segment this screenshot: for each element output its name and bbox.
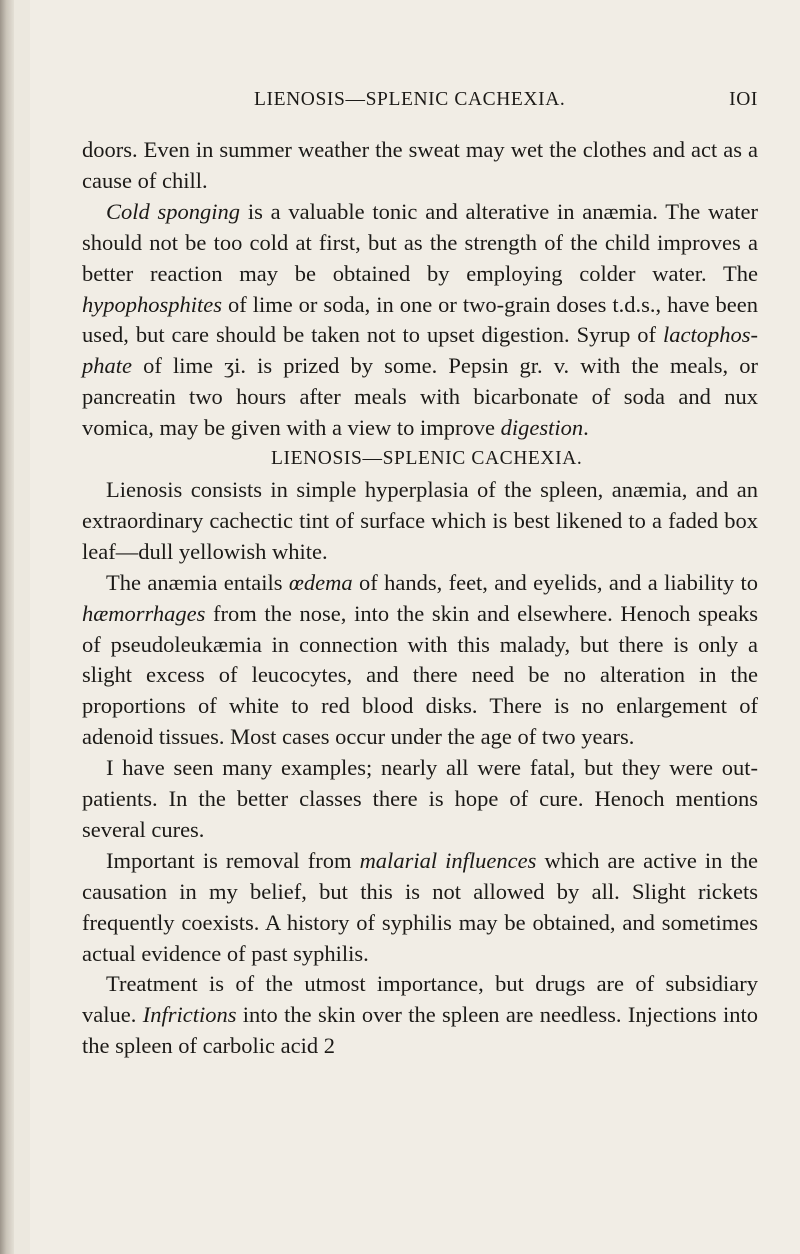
text-run: The anæmia entails: [106, 569, 289, 595]
text-run: from the nose, into the skin and elsewhere. Henoch speaks of pseudoleukæmia in connection with this malady, but there is only a slight excess of leucocytes, and there need be no alteration in the proportions of white to red blood disks. There is no enlargement of adenoid tissues. Most cases occur under the age of two years.: [82, 600, 758, 750]
running-title: LIENOSIS—SPLENIC CACHEXIA.: [254, 89, 566, 110]
emphasis-term: Cold sponging: [106, 198, 241, 224]
text-run: is a valuable tonic and alterative in anæmia. The water should not be too cold at first, but as the strength of the child improves a better reaction may be obtained by employing colder water. The: [82, 198, 758, 286]
text-run: Lienosis consists in simple hyperplasia of the spleen, anæmia, and an extraordinary cachectic tint of surface which is best likened to a faded box leaf—dull yellowish white.: [82, 476, 758, 564]
paragraph-definition: [82, 475, 758, 568]
text-run: I have seen many examples; nearly all were fatal, but they were out-patients. In the better classes there is hope of cure. Henoch mentions several cures.: [82, 755, 758, 842]
book-binding-shadow: [0, 0, 14, 1254]
emphasis-term: malarial influences: [359, 847, 537, 873]
page-number: IOI: [729, 89, 758, 110]
text-run: doors. Even in summer weather the sweat may wet the clothes and act as a cause of chill.: [82, 137, 758, 193]
paragraph-examples: [82, 753, 758, 846]
text-run: .: [583, 415, 589, 441]
emphasis-term: lactophos-phate: [82, 322, 758, 379]
paragraph-treatment: [82, 969, 758, 1062]
text-run: of lime ʒi. is prized by some. Pepsin gr. v. with the meals, or pancreatin two hours after meals with bicarbonate of soda and nux vomica, may be given with a view to improve: [82, 353, 758, 441]
text-run: Important is removal from: [106, 847, 360, 873]
page-header: [82, 89, 758, 117]
book-page: [30, 0, 800, 1254]
emphasis-term: Infrictions: [142, 1002, 237, 1028]
body-text: [82, 135, 758, 1062]
paragraph-continuation: [82, 135, 758, 197]
emphasis-term: hypophosphites: [82, 291, 222, 317]
section-heading: LIENOSIS—SPLENIC CACHEXIA.: [271, 448, 583, 470]
paragraph-anaemia: [82, 568, 758, 753]
text-run: of hands, feet, and eyelids, and a liability to: [352, 569, 759, 595]
text-run: into the skin over the spleen are needless. Injections into the spleen of carbolic acid 2: [82, 1002, 758, 1059]
text-run: Treatment is of the utmost importance, but drugs are of subsidiary value.: [82, 971, 758, 1028]
emphasis-term: œdema: [288, 569, 353, 595]
paragraph-cold-sponging: [82, 197, 758, 444]
text-run: which are active in the causation in my belief, but this is not allowed by all. Slight rickets frequently coexists. A history of syphilis may be obtained, and sometimes actual evidence of past syphilis.: [82, 847, 758, 966]
emphasis-term: digestion: [500, 415, 584, 441]
emphasis-term: hæmorrhages: [82, 600, 206, 626]
text-run: of lime or soda, in one or two-grain doses t.d.s., have been used, but care should be taken not to upset digestion. Syrup of: [82, 291, 758, 348]
paragraph-malarial: [82, 846, 758, 970]
